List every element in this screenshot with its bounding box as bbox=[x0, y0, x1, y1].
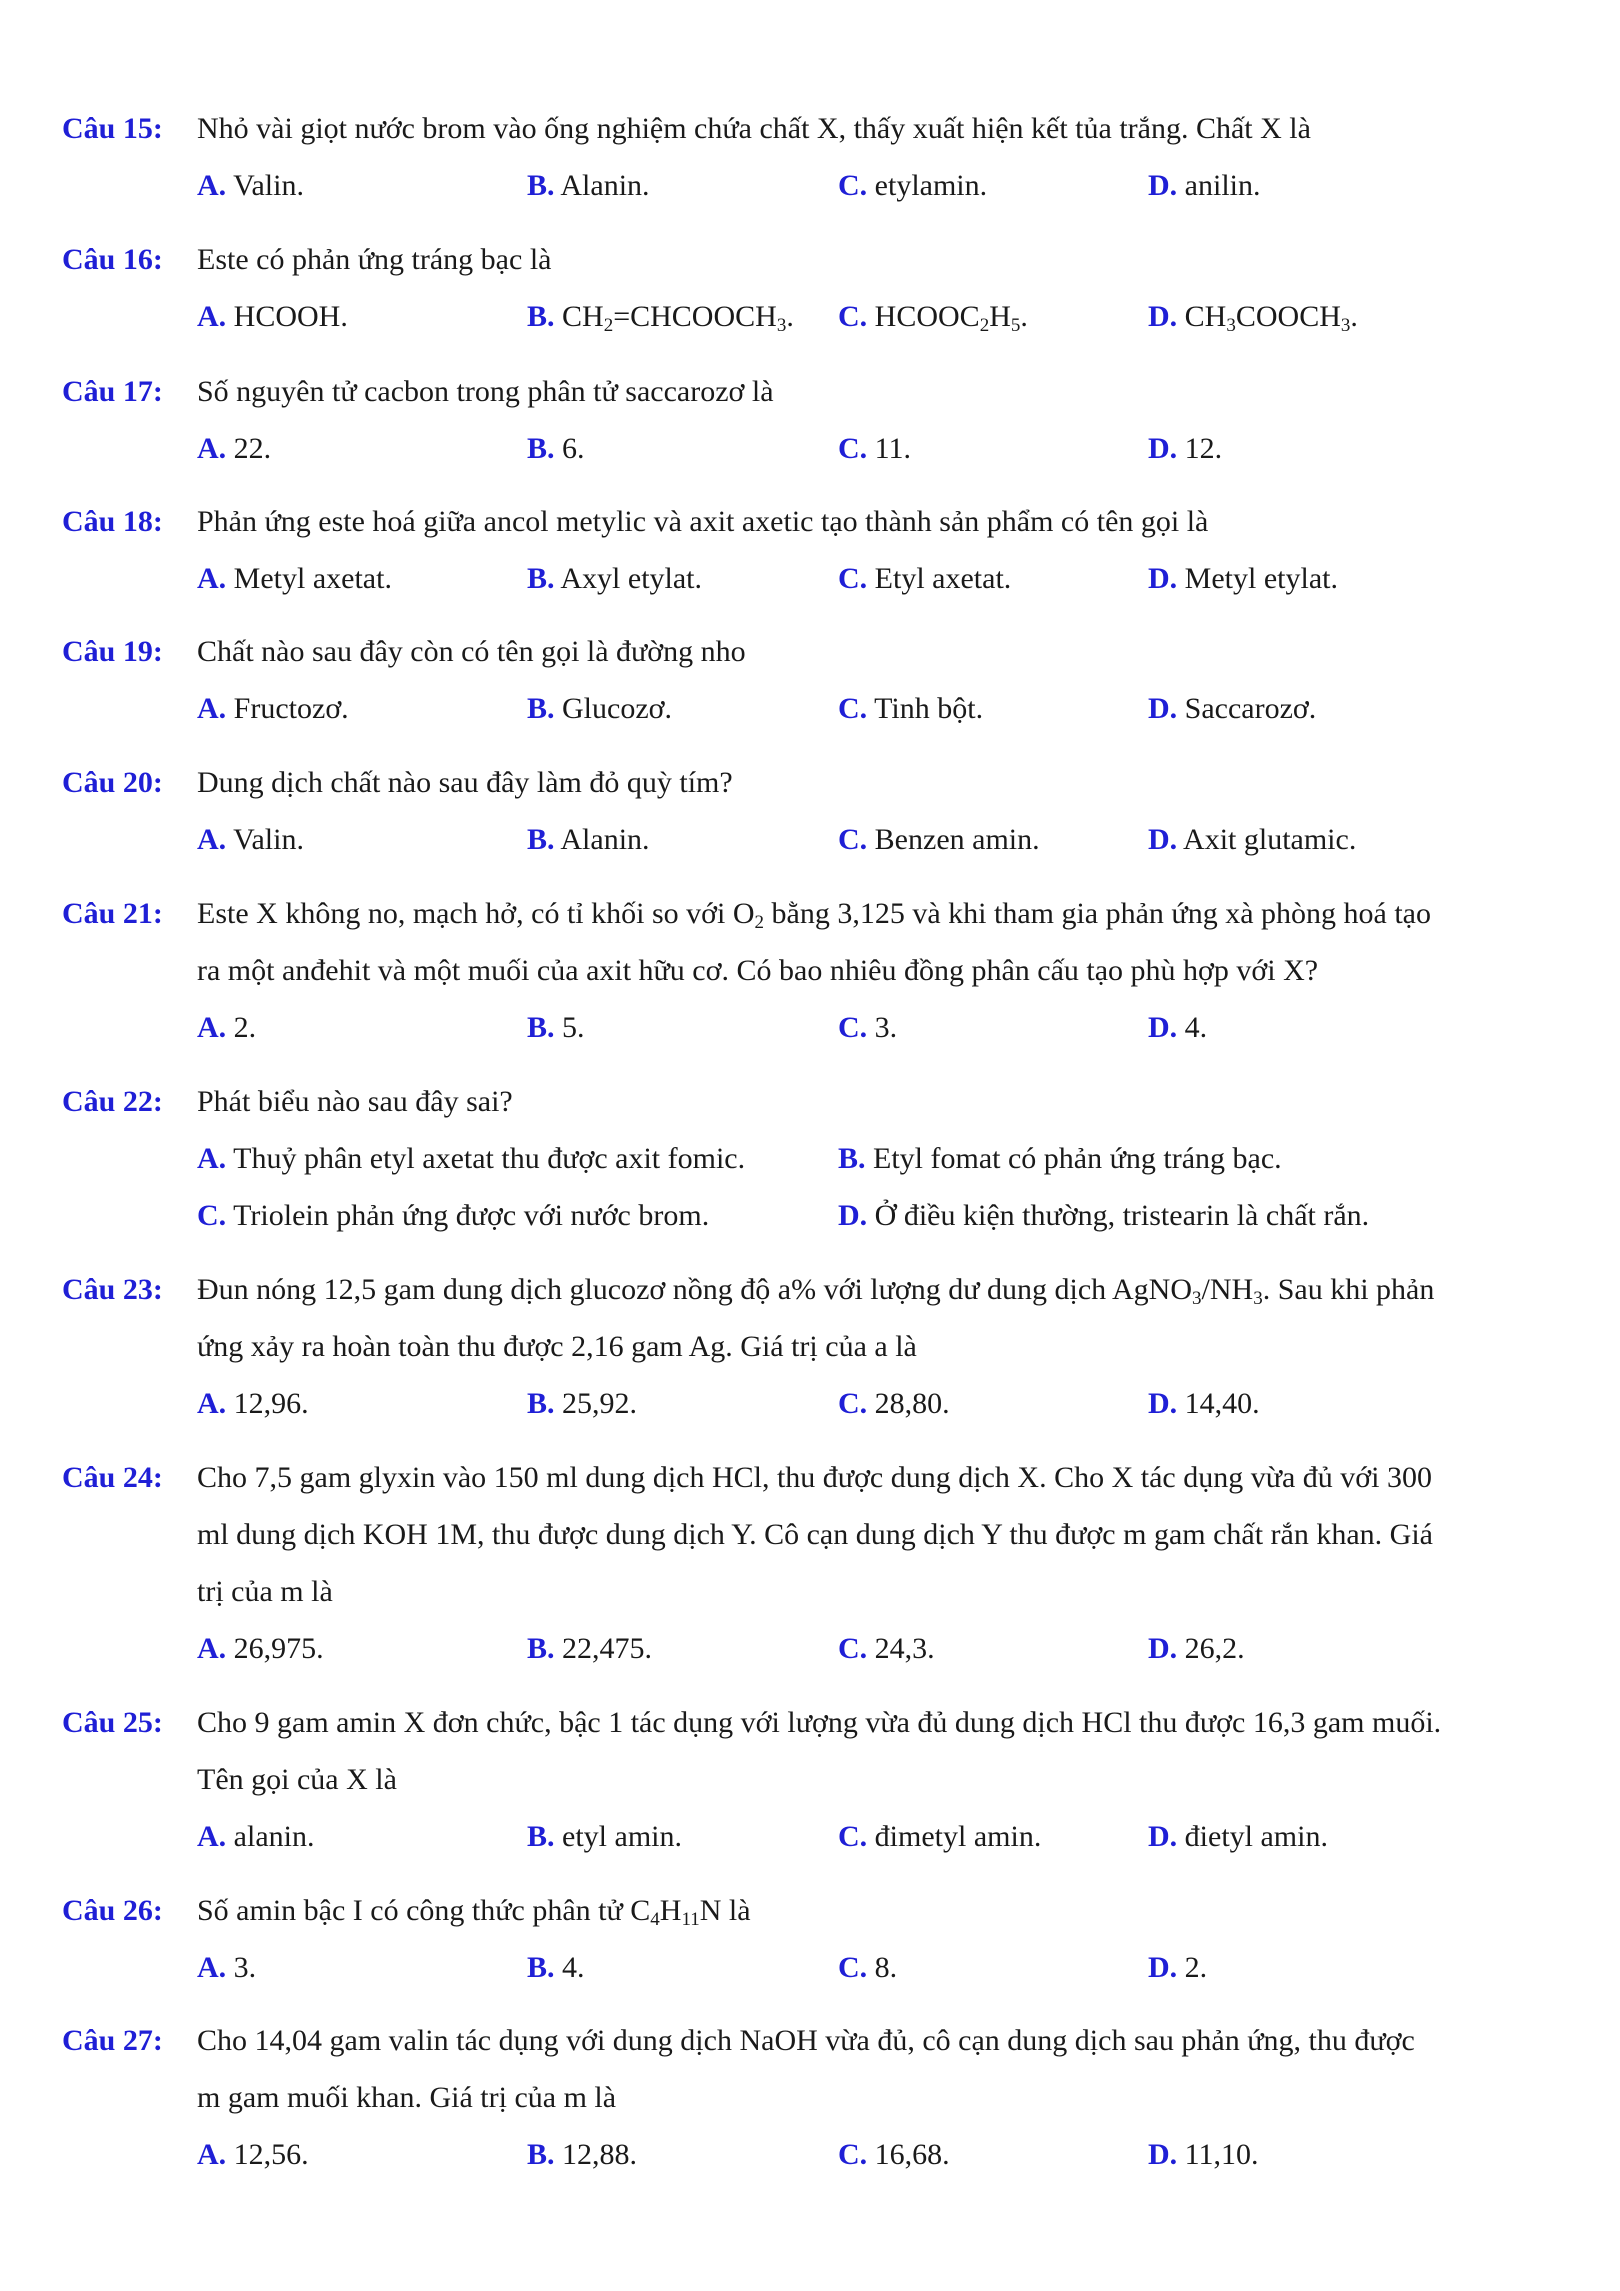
question-22 bbox=[62, 1082, 1562, 1253]
question-16 bbox=[62, 240, 1562, 354]
options-row-2 bbox=[197, 1196, 1562, 1253]
question-text: Phản ứng este hoá giữa ancol metylic và axit axetic tạo thành sản phẩm có tên gọi là bbox=[197, 505, 1209, 538]
option-b[interactable]: B. 22,475. bbox=[527, 1632, 653, 1665]
question-text-line-2: ứng xảy ra hoàn toàn thu được 2,16 gam Ag. Giá trị của a là bbox=[197, 1330, 917, 1363]
question-text-line-2: ra một anđehit và một muối của axit hữu cơ. Có bao nhiêu đồng phân cấu tạo phù hợp với X? bbox=[197, 954, 1319, 987]
option-d[interactable]: D. 14,40. bbox=[1148, 1387, 1260, 1420]
option-b[interactable]: B. Axyl etylat. bbox=[527, 562, 703, 595]
question-number: Câu 21: bbox=[62, 897, 163, 930]
question-number: Câu 24: bbox=[62, 1461, 163, 1494]
question-15 bbox=[62, 109, 1562, 223]
option-a[interactable]: A. 12,96. bbox=[197, 1387, 309, 1420]
option-a[interactable]: A. 3. bbox=[197, 1951, 257, 1984]
option-a[interactable]: A. Metyl axetat. bbox=[197, 562, 392, 595]
question-text: Chất nào sau đây còn có tên gọi là đường nho bbox=[197, 635, 746, 668]
question-text-line-2: m gam muối khan. Giá trị của m là bbox=[197, 2081, 617, 2114]
options-row bbox=[197, 297, 1562, 354]
question-20 bbox=[62, 763, 1562, 877]
options-row bbox=[197, 1817, 1562, 1874]
option-c[interactable]: C. đimetyl amin. bbox=[838, 1820, 1042, 1853]
option-a[interactable]: A. HCOOH. bbox=[197, 300, 348, 333]
option-c[interactable]: C. 11. bbox=[838, 432, 912, 465]
question-17 bbox=[62, 372, 1562, 486]
option-b[interactable]: B. etyl amin. bbox=[527, 1820, 682, 1853]
option-b[interactable]: B. 6. bbox=[527, 432, 585, 465]
option-c[interactable]: C. $HCOOC_2H_5$. bbox=[838, 300, 1028, 336]
options-row bbox=[197, 559, 1562, 616]
option-c[interactable]: C. Benzen amin. bbox=[838, 823, 1040, 856]
question-24 bbox=[62, 1458, 1562, 1686]
question-text-line-3: trị của m là bbox=[197, 1575, 333, 1608]
option-d[interactable]: D. 12. bbox=[1148, 432, 1223, 465]
options-row bbox=[197, 1384, 1562, 1441]
question-number: Câu 17: bbox=[62, 375, 163, 408]
option-c[interactable]: C. 24,3. bbox=[838, 1632, 935, 1665]
option-d[interactable]: D. Axit glutamic. bbox=[1148, 823, 1357, 856]
question-25 bbox=[62, 1703, 1562, 1874]
option-d[interactable]: D. Metyl etylat. bbox=[1148, 562, 1338, 595]
options-row bbox=[197, 1629, 1562, 1686]
question-text: Phát biểu nào sau đây sai? bbox=[197, 1085, 513, 1118]
question-number: Câu 18: bbox=[62, 505, 163, 538]
option-c[interactable]: C. Tinh bột. bbox=[838, 692, 984, 725]
option-a[interactable]: A. Valin. bbox=[197, 169, 304, 202]
options-row bbox=[197, 820, 1562, 877]
option-d[interactable]: D. đietyl amin. bbox=[1148, 1820, 1328, 1853]
option-b[interactable]: B. 5. bbox=[527, 1011, 585, 1044]
question-text: Dung dịch chất nào sau đây làm đỏ quỳ tím? bbox=[197, 766, 733, 799]
options-row bbox=[197, 1008, 1562, 1065]
option-a[interactable]: A. 22. bbox=[197, 432, 272, 465]
option-a[interactable]: A. alanin. bbox=[197, 1820, 315, 1853]
options-row bbox=[197, 1948, 1562, 2005]
option-b[interactable]: B. $CH_2=CHCOOCH_3$. bbox=[527, 300, 794, 336]
option-b[interactable]: B. 12,88. bbox=[527, 2138, 638, 2171]
question-number: Câu 26: bbox=[62, 1894, 163, 1927]
option-d[interactable]: D. anilin. bbox=[1148, 169, 1261, 202]
options-row bbox=[197, 166, 1562, 223]
question-18 bbox=[62, 502, 1562, 616]
question-21 bbox=[62, 894, 1562, 1065]
question-text: Số amin bậc I có công thức phân tử $C_4H_{11}N$ là bbox=[197, 1894, 751, 1930]
options-row-1 bbox=[197, 1139, 1562, 1196]
options-row bbox=[197, 429, 1562, 486]
option-a[interactable]: A. Thuỷ phân etyl axetat thu được axit fomic. bbox=[197, 1142, 746, 1175]
question-number: Câu 19: bbox=[62, 635, 163, 668]
option-a[interactable]: A. 12,56. bbox=[197, 2138, 309, 2171]
question-text: Số nguyên tử cacbon trong phân tử saccarozơ là bbox=[197, 375, 774, 408]
option-d[interactable]: D. 26,2. bbox=[1148, 1632, 1245, 1665]
options-row bbox=[197, 689, 1562, 746]
question-number: Câu 23: bbox=[62, 1273, 163, 1306]
question-number: Câu 16: bbox=[62, 243, 163, 276]
question-number: Câu 27: bbox=[62, 2024, 163, 2057]
option-d[interactable]: D. 11,10. bbox=[1148, 2138, 1259, 2171]
option-c[interactable]: C. 3. bbox=[838, 1011, 898, 1044]
option-a[interactable]: A. 2. bbox=[197, 1011, 257, 1044]
question-text-line-2: ml dung dịch KOH 1M, thu được dung dịch Y. Cô cạn dung dịch Y thu được m gam chất rắn khan. Giá bbox=[197, 1518, 1433, 1551]
question-text: Este có phản ứng tráng bạc là bbox=[197, 243, 552, 276]
option-c[interactable]: C. Etyl axetat. bbox=[838, 562, 1012, 595]
question-text-line-1: Cho 14,04 gam valin tác dụng với dung dịch NaOH vừa đủ, cô cạn dung dịch sau phản ứng, thu được bbox=[197, 2024, 1415, 2057]
question-26 bbox=[62, 1891, 1562, 2005]
option-a[interactable]: A. 26,975. bbox=[197, 1632, 324, 1665]
option-d[interactable]: D. $CH_3COOCH_3$. bbox=[1148, 300, 1358, 336]
question-text-line-1: Cho 7,5 gam glyxin vào 150 ml dung dịch HCl, thu được dung dịch X. Cho X tác dụng vừa đủ với 300 bbox=[197, 1461, 1432, 1494]
option-c[interactable]: C. 8. bbox=[838, 1951, 898, 1984]
option-c[interactable]: C. 28,80. bbox=[838, 1387, 950, 1420]
option-d[interactable]: D. 4. bbox=[1148, 1011, 1208, 1044]
option-d[interactable]: D. Saccarozơ. bbox=[1148, 692, 1317, 725]
question-number: Câu 20: bbox=[62, 766, 163, 799]
option-c[interactable]: C. etylamin. bbox=[838, 169, 988, 202]
question-text-line-2: Tên gọi của X là bbox=[197, 1763, 397, 1796]
option-b[interactable]: B. Etyl fomat có phản ứng tráng bạc. bbox=[838, 1142, 1282, 1175]
option-d[interactable]: D. 2. bbox=[1148, 1951, 1208, 1984]
option-b[interactable]: B. Glucozơ. bbox=[527, 692, 673, 725]
question-27 bbox=[62, 2021, 1562, 2192]
option-a[interactable]: A. Fructozơ. bbox=[197, 692, 349, 725]
options-row bbox=[197, 2135, 1562, 2192]
option-c[interactable]: C. 16,68. bbox=[838, 2138, 950, 2171]
question-text-line-1: Este X không no, mạch hở, có tỉ khối so với $O_2$ bằng 3,125 và khi tham gia phản ứng xà phòng hoá tạo bbox=[197, 897, 1431, 933]
question-text-line-1: Đun nóng 12,5 gam dung dịch glucozơ nồng độ a% với lượng dư dung dịch $AgNO_3/NH_3$. Sau khi phản bbox=[197, 1273, 1435, 1309]
option-b[interactable]: B. 4. bbox=[527, 1951, 585, 1984]
option-d[interactable]: D. Ở điều kiện thường, tristearin là chất rắn. bbox=[838, 1199, 1370, 1232]
option-a[interactable]: A. Valin. bbox=[197, 823, 304, 856]
option-b[interactable]: B. Alanin. bbox=[527, 169, 650, 202]
option-b[interactable]: B. Alanin. bbox=[527, 823, 650, 856]
question-number: Câu 25: bbox=[62, 1706, 163, 1739]
question-text: Nhỏ vài giọt nước brom vào ống nghiệm chứa chất X, thấy xuất hiện kết tủa trắng. Chất X là bbox=[197, 112, 1311, 145]
question-19 bbox=[62, 632, 1562, 746]
question-text-line-1: Cho 9 gam amin X đơn chức, bậc 1 tác dụng với lượng vừa đủ dung dịch HCl thu được 16,3 gam muối. bbox=[197, 1706, 1442, 1739]
question-23 bbox=[62, 1270, 1562, 1441]
question-number: Câu 22: bbox=[62, 1085, 163, 1118]
option-b[interactable]: B. 25,92. bbox=[527, 1387, 638, 1420]
question-number: Câu 15: bbox=[62, 112, 163, 145]
option-c[interactable]: C. Triolein phản ứng được với nước brom. bbox=[197, 1199, 710, 1232]
